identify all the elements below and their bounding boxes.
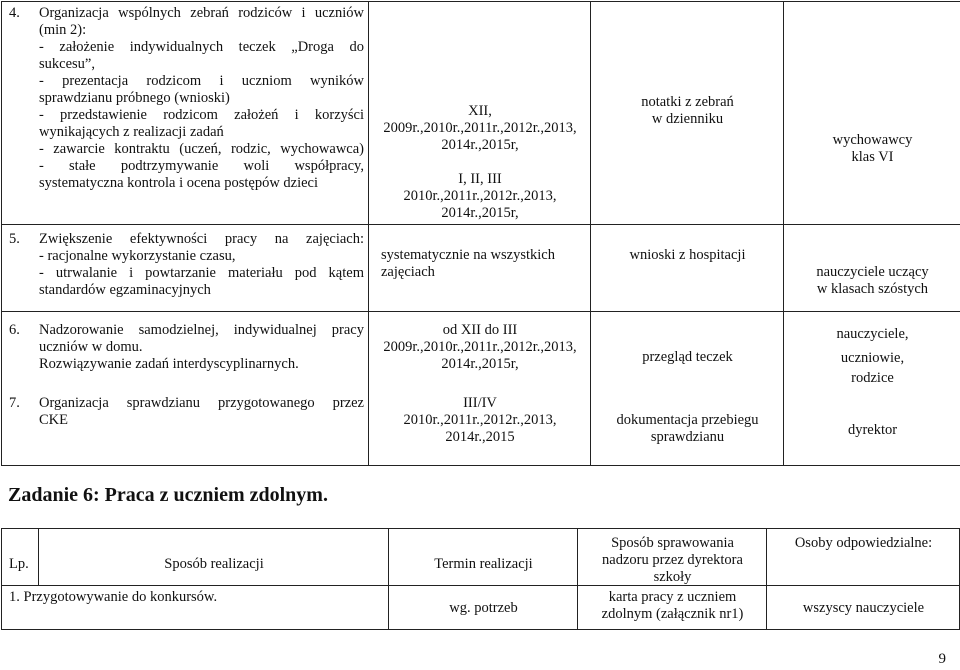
text-line: (min 2): [39, 22, 87, 38]
row7-number: 7. [9, 395, 20, 411]
text-line: sukcesu”, [39, 56, 95, 72]
text-line: Sposób sprawowania [611, 535, 734, 551]
row5-task-text [39, 231, 364, 299]
text-line: w klasach szóstych [816, 281, 929, 297]
text-line: III/IV [463, 395, 497, 411]
text-line: szkoły [653, 569, 692, 585]
text-line: I, II, III [458, 171, 502, 187]
text-line: od XII do III [442, 322, 518, 338]
text-line: - zawarcie kontraktu (uczeń, rodzic, wychowawca) [39, 141, 364, 157]
row6-7-person-cell [784, 312, 960, 466]
row5-task-cell [2, 225, 369, 312]
text-line: 2014r.,2015r, [441, 137, 519, 153]
text-line: wychowawcy [832, 132, 913, 148]
text-line: - założenie indywidualnych teczek „Droga do [39, 39, 364, 55]
row7-task-text [39, 395, 364, 429]
text-line: zajęciach [381, 264, 435, 280]
plan-table [1, 1, 960, 466]
text-line: notatki z zebrań [641, 94, 734, 110]
row4-method-cell [591, 2, 784, 225]
row4-task-text [39, 5, 364, 192]
text-line: wnioski z hospitacji [629, 247, 746, 263]
text-line: XII, [468, 103, 492, 119]
text-line: systematycznie na wszystkich [381, 247, 555, 263]
row6-method-text [591, 349, 784, 366]
text-line: Zwiększenie efektywności pracy na zajęciach: [39, 231, 364, 247]
text-line: 2010r.,2011r.,2012r.,2013, [403, 188, 557, 204]
text-line: sprawdzianu [650, 429, 725, 445]
row4-method-text [591, 94, 784, 128]
row5-term-cell [369, 225, 591, 312]
text-line: 2009r.,2010r.,2011r.,2012r.,2013, [383, 339, 577, 355]
text-line: karta pracy z uczniem [608, 589, 737, 605]
text-line: CKE [39, 412, 68, 428]
text-line: nauczyciele uczący [816, 264, 929, 280]
row6-term-text [369, 322, 591, 373]
header-lp: Lp. [2, 529, 39, 586]
text-line: klas VI [851, 149, 894, 165]
row5-number: 5. [9, 231, 20, 247]
row4-term-text [369, 103, 591, 222]
row1-task-cell: 1. Przygotowywanie do konkursów. [2, 586, 389, 630]
row5-method-cell [591, 225, 784, 312]
talent-table [1, 528, 960, 630]
text-line: - prezentacja rodzicom i uczniom wyników [39, 73, 364, 89]
section-heading: Zadanie 6: Praca z uczniem zdolnym. [8, 484, 328, 506]
text-line: 2009r.,2010r.,2011r.,2012r.,2013, [383, 120, 577, 136]
row6-person-text: nauczyciele, uczniowie, rodzice [836, 326, 909, 386]
text-line: dokumentacja przebiegu [616, 412, 759, 428]
page-number: 9 [938, 651, 946, 667]
row7-method-text [591, 412, 784, 446]
row1-term-cell: wg. potrzeb [389, 586, 578, 630]
text-line: Rozwiązywanie zadań interdyscyplinarnych. [39, 356, 299, 372]
text-line: wynikających z realizacji zadań [39, 124, 224, 140]
row4-task-cell [2, 2, 369, 225]
text-line: nadzoru przez dyrektora [602, 552, 743, 568]
row7-person-text [784, 422, 960, 439]
row6-number: 6. [9, 322, 20, 338]
row5-method-text [591, 247, 784, 264]
text-line: 2014r.,2015r, [441, 205, 519, 221]
row5-term-text [381, 247, 555, 281]
text-line: Organizacja sprawdzianu przygotowanego przez [39, 395, 364, 411]
row4-term-cell [369, 2, 591, 225]
text-line: standardów egzaminacyjnych [39, 282, 211, 298]
text-line: zdolnym (załącznik nr1) [601, 606, 744, 622]
text-line: - utrwalanie i powtarzanie materiału pod kątem [39, 265, 364, 281]
row6-task-text [39, 322, 364, 373]
text-line: sprawdzianu próbnego (wnioski) [39, 90, 230, 106]
text-line: dyrektor [847, 422, 898, 438]
text-line: Organizacja wspólnych zebrań rodziców i uczniów [39, 5, 364, 21]
text-line: 2010r.,2011r.,2012r.,2013, [403, 412, 557, 428]
row6-7-method-cell [591, 312, 784, 466]
text-line: - stałe podtrzymywanie woli współpracy, [39, 158, 364, 174]
row1-supervision-cell [578, 586, 767, 630]
text-line: uczniów w domu. [39, 339, 143, 355]
text-line: systematyczna kontrola i ocena postępów dzieci [39, 175, 319, 191]
text-line: - racjonalne wykorzystanie czasu, [39, 248, 236, 264]
text-line: przegląd teczek [642, 349, 733, 365]
row4-person-text [784, 132, 960, 166]
text-line: 2014r.,2015 [445, 429, 515, 445]
text-line: Nadzorowanie samodzielnej, indywidualnej pracy [39, 322, 364, 338]
text-line [369, 154, 591, 171]
row5-person-text [784, 264, 960, 298]
row7-term-text [369, 395, 591, 446]
text-line: - przedstawienie rodzicom założeń i korzyści [39, 107, 364, 123]
header-term: Termin realizacji [389, 529, 578, 586]
text-line: w dzienniku [651, 111, 724, 127]
header-method: Sposób realizacji [39, 529, 389, 586]
header-persons: Osoby odpowiedzialne: [767, 529, 960, 586]
header-supervision [578, 529, 767, 586]
row1-persons-cell: wszyscy nauczyciele [767, 586, 960, 630]
row5-person-cell [784, 225, 960, 312]
text-line: 2014r.,2015r, [441, 356, 519, 372]
row4-number: 4. [9, 5, 20, 21]
row6-7-task-cell [2, 312, 369, 466]
row4-person-cell [784, 2, 960, 225]
row6-7-term-cell [369, 312, 591, 466]
